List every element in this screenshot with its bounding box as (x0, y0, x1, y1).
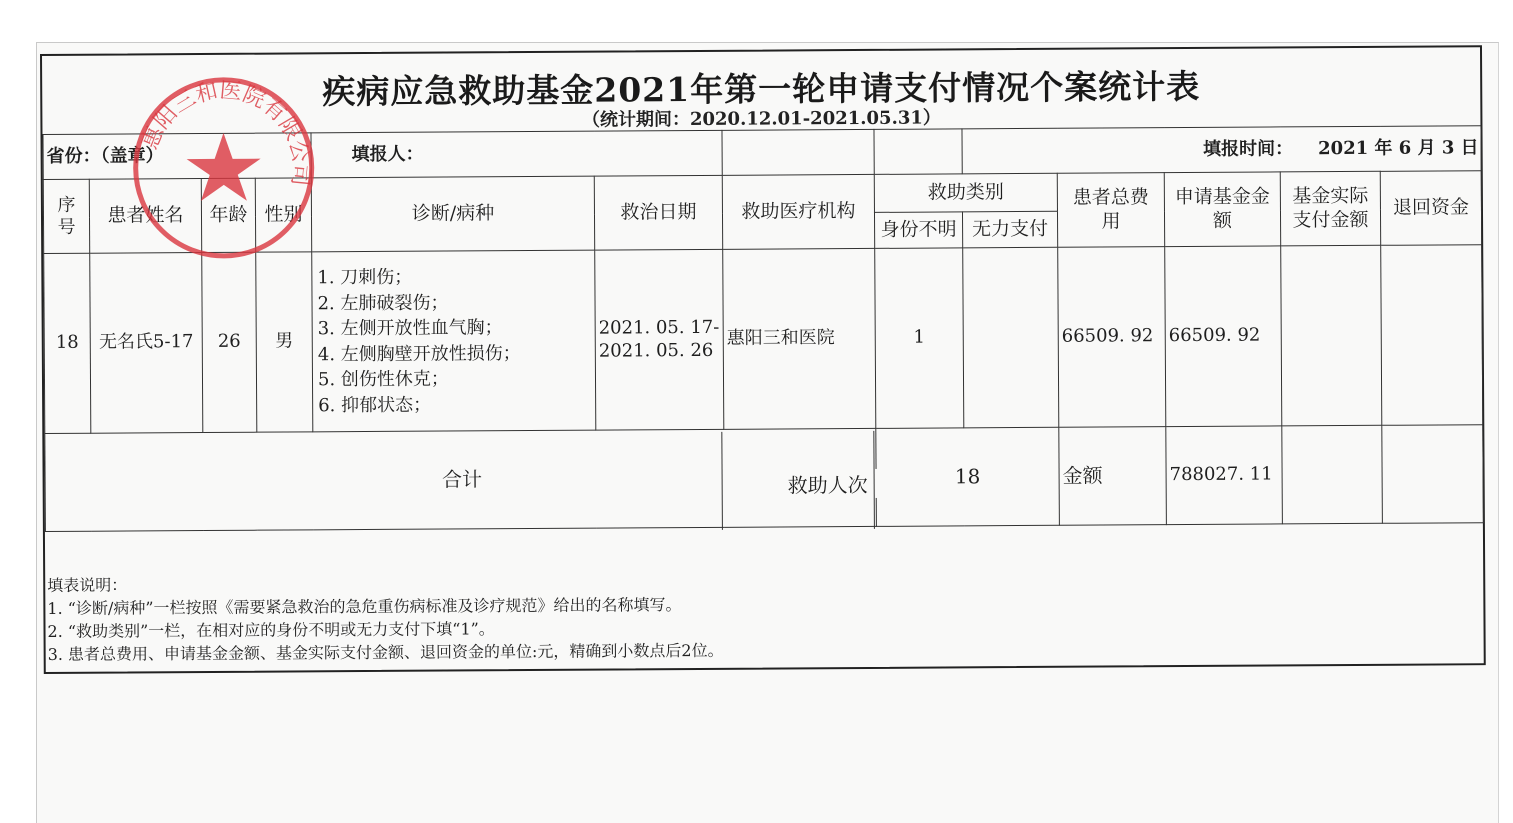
diagnosis-item: 3. 左侧开放性血气胸； (317, 317, 503, 340)
province-label: 省份： (46, 145, 101, 167)
row-institution: 惠阳三和医院 (723, 248, 876, 429)
blank-total-cell (1282, 425, 1383, 524)
note-item: 2. “救助类别”一栏，在相对应的身份不明或无力支付下填“1”。 (47, 619, 495, 641)
row-refund (1381, 245, 1483, 426)
amount-value: 788027. 11 (1166, 426, 1283, 525)
header-age: 年龄 (201, 178, 255, 252)
diagnosis-item: 1. 刀刺伤； (317, 266, 413, 289)
row-diagnosis (312, 250, 596, 432)
header-apply-amount: 申请基金金额 (1164, 172, 1280, 247)
fill-instructions (47, 570, 723, 666)
row-actual-paid (1281, 245, 1382, 426)
row-age: 26 (202, 252, 257, 432)
header-diagnosis: 诊断/病种 (311, 176, 594, 252)
row-seq: 18 (44, 253, 91, 433)
seal-text: 惠阳三和医院有限公司 (137, 78, 314, 188)
row-name: 无名氏5-17 (90, 253, 203, 434)
row-sex: 男 (256, 252, 313, 432)
statistics-form (40, 45, 1486, 677)
header-sex: 性别 (255, 178, 311, 252)
count-label-overlay: 救助人次 (752, 469, 904, 499)
diagnosis-item: 4. 左侧胸壁开放性损伤； (317, 342, 521, 365)
header-row-1 (43, 171, 1481, 218)
reporter-label: 填报人： (351, 143, 424, 165)
note-item: 3. 患者总费用、申请基金金额、基金实际支付金额、退回资金的单位:元，精确到小数点后2位。 (47, 640, 724, 664)
notes-heading: 填表说明： (47, 575, 128, 595)
fill-time-label: 填报时间： (1202, 138, 1294, 160)
totals-label-text: 合计 (442, 467, 483, 492)
row-treat-date (595, 249, 724, 430)
province-cell (43, 133, 311, 180)
header-treat-date: 救治日期 (594, 175, 722, 250)
header-refund: 退回资金 (1380, 171, 1481, 246)
treat-date-end: 2021. 05. 26 (598, 339, 714, 362)
treat-date-start: 2021. 05. 17- (598, 316, 720, 339)
count-value: 18 (876, 427, 1060, 526)
header-unable-pay: 无力支付 (962, 211, 1057, 248)
blank-info-cell (722, 129, 874, 175)
blank-info-cell (874, 129, 962, 175)
header-category: 救助类别 (874, 173, 1057, 212)
fill-time-value: 2021 年 6 月 3 日 (1318, 136, 1479, 159)
header-actual-paid: 基金实际支付金额 (1280, 171, 1380, 246)
row-total-cost: 66509. 92 (1058, 247, 1166, 428)
reporter-cell (311, 130, 722, 178)
document-title: 疾病应急救助基金2021年第一轮申请支付情况个案统计表 (322, 66, 1201, 112)
header-seq: 序号 (43, 179, 89, 253)
header-total-cost: 患者总费用 (1057, 173, 1164, 248)
amount-label: 金额 (1059, 427, 1167, 526)
row-unable-pay (963, 247, 1059, 428)
row-apply-amount: 66509. 92 (1165, 246, 1282, 427)
header-identity-unknown: 身份不明 (874, 212, 962, 249)
table-row (44, 245, 1483, 434)
fill-time-cell (962, 126, 1481, 174)
diagnosis-item: 6. 抑郁状态； (318, 394, 432, 416)
diagnosis-item: 5. 创伤性休克； (317, 368, 449, 391)
header-name: 患者姓名 (89, 179, 201, 254)
header-institution: 救助医疗机构 (722, 174, 874, 249)
blank-total-cell (1382, 425, 1484, 524)
diagnosis-item: 2. 左肺破裂伤； (317, 292, 449, 314)
statistics-period: （统计期间：2020.12.01-2021.05.31） (581, 107, 941, 131)
row-identity-unknown: 1 (875, 248, 964, 429)
stamp-label: （盖章） (100, 144, 164, 167)
note-item: 1. “诊断/病种”一栏按照《需要紧急救治的急危重伤病标准及诊疗规范》给出的名称填写。 (47, 595, 682, 618)
